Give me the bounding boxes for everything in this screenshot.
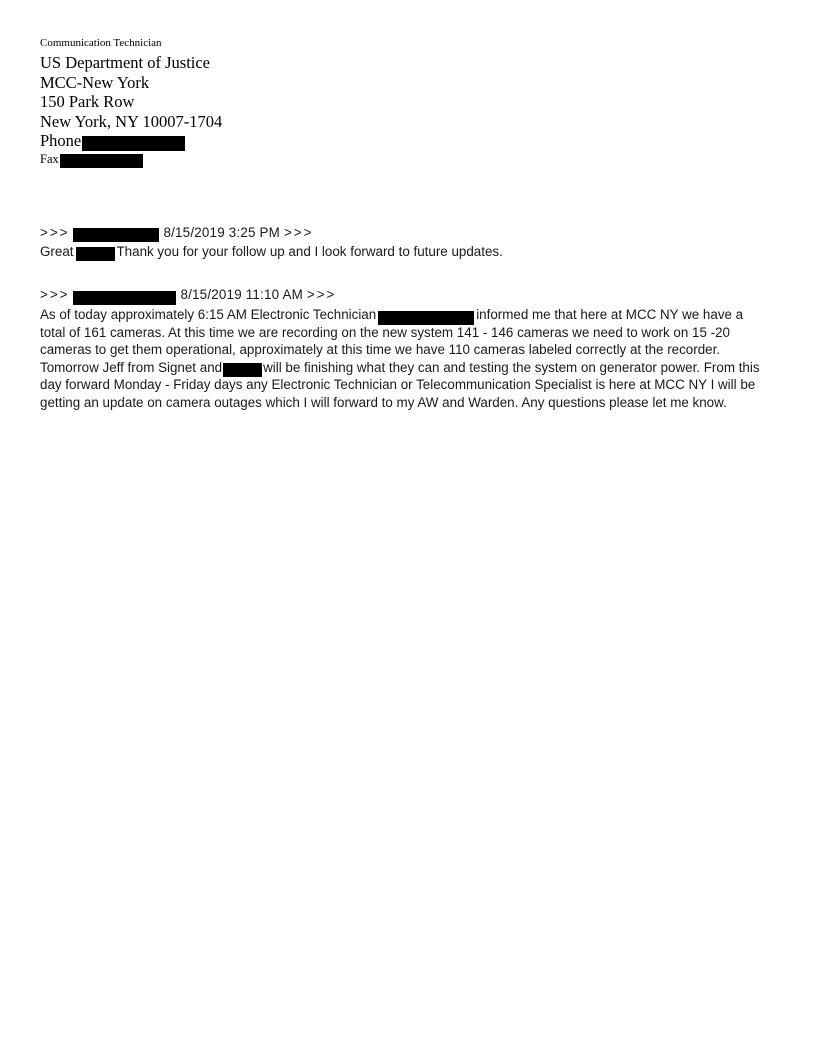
thread-message-2	[40, 286, 772, 412]
signature-facility: MCC-New York	[40, 72, 150, 92]
email-thread	[40, 224, 772, 412]
signature-fax-row	[40, 151, 772, 168]
message-2-timestamp: 8/15/2019 11:10 AM	[180, 287, 303, 303]
message-2-body-part3: will be finishing what they can and testing the system on generator power. From this day forward Monday - Friday days any Electronic Technician or Telecommunication Specialist is here at MCC NY I will be getting an update on camera outages which I will forward to my AW and Warden. Any questions please let me know.	[40, 359, 760, 411]
signature-job-title: Communication Technician	[40, 37, 162, 49]
signature-city-state-zip: New York, NY 10007-1704	[40, 111, 223, 131]
message-1-timestamp: 8/15/2019 3:25 PM	[163, 224, 281, 240]
redaction-bar-sender-2	[73, 291, 176, 305]
signature-phone-row	[40, 131, 772, 151]
signature-street: 150 Park Row	[40, 92, 135, 111]
message-1-chevron-close: >>>	[283, 224, 314, 240]
signature-phone-label: Phone	[40, 131, 82, 150]
redaction-bar-inline-3	[223, 363, 262, 377]
message-2-chevron-close: >>>	[306, 287, 337, 303]
redaction-bar-inline-2	[378, 311, 474, 325]
message-1-body-start: Great	[40, 243, 74, 259]
redaction-bar-inline-1	[76, 247, 115, 261]
message-1-chevron-open: >>>	[40, 224, 70, 240]
redaction-bar-sender-1	[73, 228, 159, 242]
message-1-body	[40, 243, 772, 261]
document-body	[40, 36, 772, 412]
message-2-body-part2: informed me that here at MCC NY we have a total of 161 cameras. At this time we are recording on the new system 141 - 146 cameras we need to work on 15 -20 cameras to get them operational, approximately at this time we have 110 cameras labeled correctly at the recorder. Tomorrow Jeff from Signet and	[40, 307, 744, 375]
signature-block	[40, 36, 772, 168]
message-1-body-end: Thank you for your follow up and I look forward to future updates.	[116, 243, 503, 259]
message-2-header	[40, 286, 772, 304]
redaction-bar-phone	[82, 136, 185, 151]
signature-fax-label: Fax	[40, 151, 59, 166]
message-1-header	[40, 224, 772, 242]
thread-message-1	[40, 224, 772, 261]
signature-agency: US Department of Justice	[40, 53, 211, 72]
message-2-body	[40, 306, 770, 412]
message-2-body-part1: As of today approximately 6:15 AM Electronic Technician	[40, 307, 377, 323]
redaction-bar-fax	[60, 154, 143, 168]
message-2-chevron-open: >>>	[40, 287, 70, 303]
